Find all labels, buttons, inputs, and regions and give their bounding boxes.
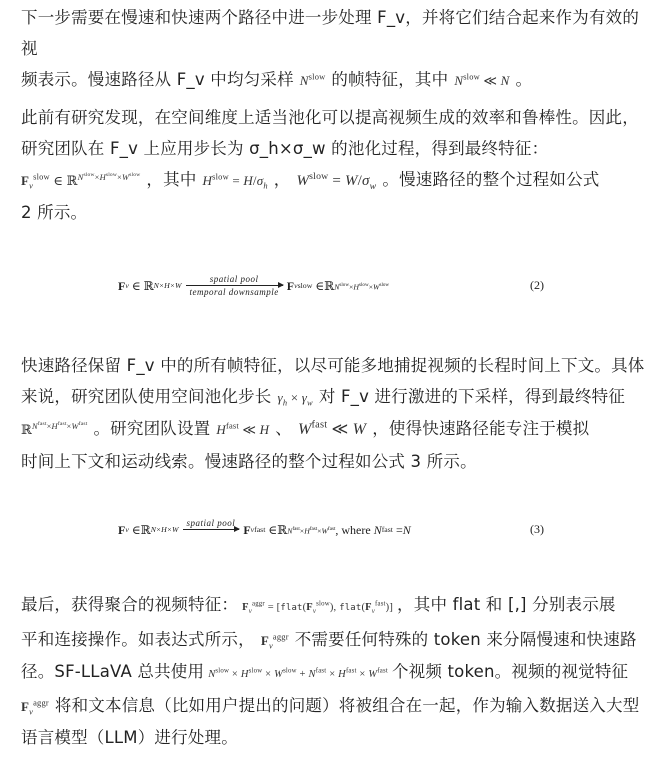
math-f-slow: $F_v^{slow}$ ∈ ℝ$^{N^{slow}\times H^{slow}\times W^{slow}}$ xyxy=(21,171,141,191)
text-line: $F_v^{slow}$ ∈ ℝ$^{N^{slow}\times H^{slow}\times W^{slow}}$ ，其中 $H^{slow} = H/\sigma_h$ ， $W^{slow} = W/\sigma_w$ 。慢速路径的整个过程如公式 xyxy=(21,170,600,192)
arrow-spatial-pool: spatial pool xyxy=(183,518,240,541)
text-line: 语言模型（LLM）进行处理。 xyxy=(21,728,238,747)
text-line: ℝ$^{N^{fast}\times H^{fast}\times W^{fast}}$ 。研究团队设置 $H^{fast}$ ≪ H 、 $W^{fast}$ ≪ W ，使得快速路径能专注于模拟 xyxy=(21,419,590,438)
text-line: 径。SF-LLaVA 总共使用 $N^{slow} \times H^{slow} \times W^{slow} + N^{fast} \times H^{fast} \times W^{fast}$ 个视频 token。视频的视觉特征 xyxy=(21,662,629,681)
math-f-aggr: $F_v^{aggr}$ xyxy=(260,631,289,651)
text-line: 快速路径保留 F_v 中的所有帧特征，以尽可能多地捕捉视频的长程时间上下文。具体 xyxy=(21,356,645,375)
math-token-count: $N^{slow} \times H^{slow} \times W^{slow} + N^{fast} \times H^{fast} \times W^{fast}$ xyxy=(208,667,388,680)
math-n-slow: $N^{slow}$ xyxy=(299,71,326,88)
text-line: 2 所示。 xyxy=(21,203,88,222)
paragraph-4 xyxy=(21,589,646,753)
text-line: 此前有研究发现，在空间维度上适当池化可以提高视频生成的效率和鲁棒性。因此， xyxy=(21,108,639,127)
math-f-aggr-definition: $F_v^{aggr}$ = [$flat(F_v^{slow})$, $flat(F_v^{fast})$] xyxy=(242,600,394,616)
text-line: $F_v^{aggr}$ 将和文本信息（比如用户提出的问题）将被组合在一起，作为输入数据送入大型 xyxy=(21,696,640,717)
math-gamma-stride: $\gamma_h \times \gamma_w$ xyxy=(277,390,313,408)
text-line: 研究团队在 F_v 上应用步长为 σ_h×σ_w 的池化过程，得到最终特征： xyxy=(21,139,549,158)
text-line: 最后，获得聚合的视频特征： $F_v^{aggr}$ = [$flat(F_v^{slow})$, $flat(F_v^{fast})$] ，其中 flat 和 [,] 分别表示展 xyxy=(21,595,616,616)
text-line: 平和连接操作。如表达式所示， $F_v^{aggr}$ 不需要任何特殊的 token 来分隔慢速和快速路 xyxy=(21,630,637,651)
text-line: 来说，研究团队使用空间池化步长 $\gamma_h \times \gamma_w$ 对 F_v 进行激进的下采样，得到最终特征 xyxy=(21,387,626,408)
paragraph-1 xyxy=(21,2,646,96)
paragraph-3 xyxy=(21,350,646,477)
math-r-fast: ℝ$^{N^{fast}\times H^{fast}\times W^{fast}}$ xyxy=(21,420,88,438)
arrow-spatial-pool-temporal-downsample: spatial pool temporal downsample xyxy=(186,274,283,297)
text-line: 时间上下文和运动线索。慢速路径的整个过程如公式 3 所示。 xyxy=(21,452,477,471)
math-h-fast: $H^{fast}$ ≪ H xyxy=(216,420,270,437)
text-line: 频表示。慢速路径从 F_v 中均匀采样 $N^{slow}$ 的帧特征，其中 $N^{slow}$ ≪ N 。 xyxy=(21,70,533,89)
math-f-aggr: $F_v^{aggr}$ xyxy=(21,697,49,717)
math-w-slow: $W^{slow} = W/\sigma_w$ xyxy=(296,171,377,192)
text-line: 下一步需要在慢速和快速两个路径中进一步处理 F_v，并将它们结合起来作为有效的视 xyxy=(21,8,640,58)
math-n-slow-ll-n: $N^{slow}$ ≪ N xyxy=(454,71,510,88)
equation-number: (3) xyxy=(530,522,544,536)
math-w-fast: $W^{fast}$ ≪ W xyxy=(297,419,367,438)
math-h-slow: $H^{slow} = H/\sigma_h$ xyxy=(202,171,268,191)
paragraph-2 xyxy=(21,102,646,228)
equation-3: F v ∈ ℝ N×H×W spatial pool F v fast ∈ ℝ $N^{fast}\times H^{fast}\times W^{fast}$ , where N fast = N (3) xyxy=(118,510,548,550)
equation-number: (2) xyxy=(530,278,544,292)
equation-2: F v ∈ ℝ N×H×W spatial pool temporal downsample F v slow ∈ ℝ $N^{slow}\times H^{slow}\times W^{slow}$ (2) xyxy=(118,273,544,297)
